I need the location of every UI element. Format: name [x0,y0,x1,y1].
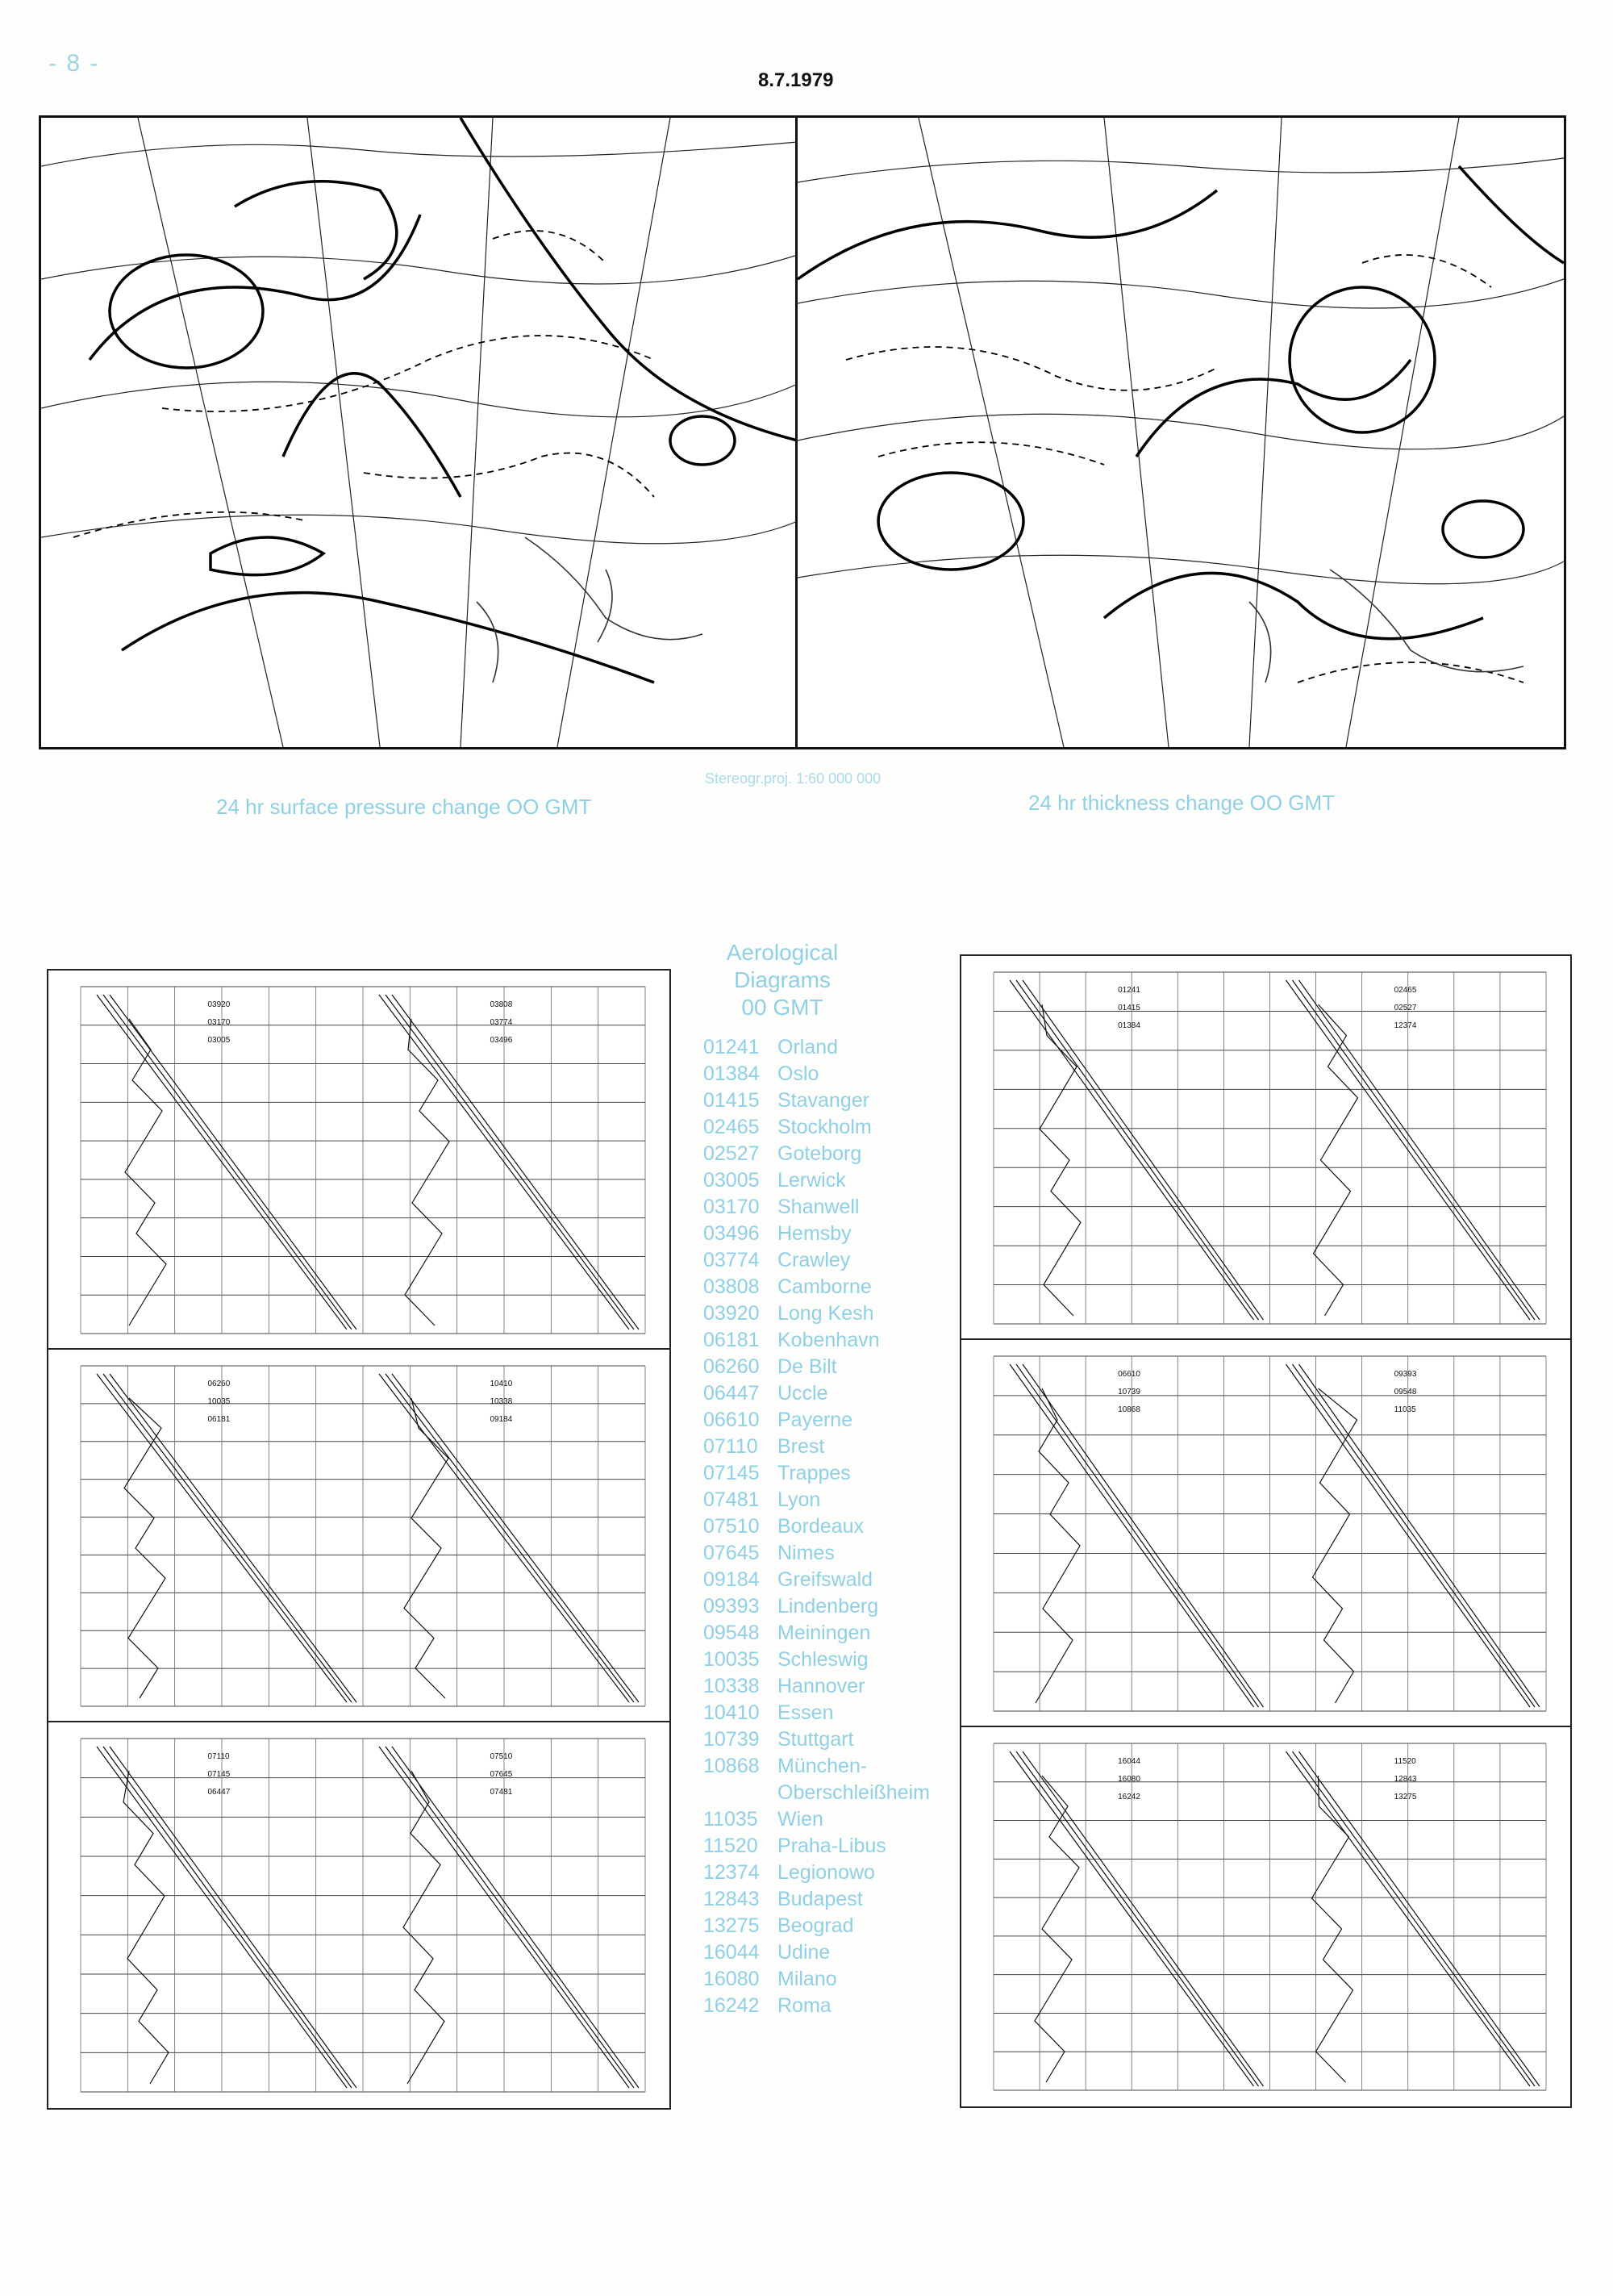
station-row [703,1460,930,1487]
diagram-station-code: 13275 [1394,1793,1417,1801]
station-code: 11035 [703,1808,758,1831]
station-code: 03170 [703,1196,760,1218]
station-name: Stockholm [777,1116,872,1138]
diagram-station-code: 03170 [207,1018,231,1027]
diagram-station-code: 01415 [1118,1004,1140,1012]
station-code: 10410 [703,1701,760,1724]
aerological-title-line2: Diagrams [734,967,831,992]
station-row [703,1407,930,1434]
station-row [703,1194,930,1221]
temperature-profile [110,1747,356,2088]
diagram-station-code: 06181 [207,1415,231,1424]
station-row [703,1567,930,1593]
diagram-station-code: 01384 [1118,1021,1140,1030]
station-row [703,1087,930,1114]
aerological-diagram-5 [960,1338,1572,1729]
diagram-plot-1 [48,971,669,1350]
temperature-profile [386,995,634,1330]
dewpoint-profile [124,1398,165,1698]
diagram-plot-3 [48,1722,669,2108]
diagram-plot-6 [961,1727,1570,2106]
station-name: Oslo [777,1062,819,1085]
diagram-station-code: 11035 [1394,1405,1416,1414]
station-code: 06610 [703,1409,760,1431]
station-name: Budapest [777,1888,863,1910]
dewpoint-profile [1314,1004,1358,1316]
temperature-profile [1023,1364,1264,1707]
station-name: Praha-Libus [777,1835,886,1857]
station-code: 13275 [703,1914,760,1937]
temperature-profile [392,1374,639,1702]
aerological-title [702,939,863,1021]
thickness-map-drawing [798,118,1564,747]
station-row [703,1647,930,1673]
station-name: Trappes [777,1462,851,1484]
station-row [703,1993,930,2019]
station-row [703,1034,930,1061]
temperature-profile [1299,980,1540,1320]
temperature-profile [386,1747,634,2088]
diagram-plot-2 [48,1350,669,1722]
temperature-profile [110,1374,356,1702]
temperature-profile [392,1747,639,2088]
dewpoint-profile [405,1019,449,1325]
station-code: 02465 [703,1116,760,1138]
station-row [703,1540,930,1567]
diagram-station-code: 07510 [490,1752,513,1761]
station-name: Legionowo [777,1861,875,1884]
station-row [703,1726,930,1753]
station-row [703,1327,930,1354]
temperature-profile [1016,1751,1259,2086]
diagram-station-code: 12843 [1394,1775,1417,1784]
station-code: 03496 [703,1222,760,1245]
station-name: Beograd [777,1914,854,1937]
station-row [703,1354,930,1380]
station-code: 16044 [703,1941,760,1964]
station-code: 07110 [703,1435,758,1458]
station-row [703,1434,930,1460]
diagram-station-code: 03496 [490,1036,513,1045]
aerological-diagram-4 [960,954,1572,1342]
station-code: 09393 [703,1595,760,1618]
diagram-station-code: 10035 [207,1397,231,1406]
page-date: 8.7.1979 [758,69,834,91]
diagram-station-code: 10739 [1118,1388,1140,1396]
station-code: 12374 [703,1861,760,1884]
thickness-caption: 24 hr thickness change OO GMT [1028,791,1336,815]
temperature-profile [1293,1364,1536,1707]
station-name: Uccle [777,1382,828,1405]
station-code: 16242 [703,1994,760,2017]
station-code: 03005 [703,1169,760,1192]
station-name: Crawley [777,1249,851,1271]
temperature-profile [392,995,639,1330]
aerological-title-line3: 00 GMT [741,995,823,1020]
station-row [703,1513,930,1540]
station-name: Brest [777,1435,825,1458]
diagram-station-code: 06260 [207,1380,231,1388]
station-code: 01384 [703,1062,760,1085]
station-row [703,1274,930,1300]
temperature-profile [1299,1751,1540,2086]
diagram-station-code: 03005 [207,1036,231,1045]
dewpoint-profile [1035,1776,1079,2082]
station-row [703,1966,930,1993]
diagram-station-code: 10338 [490,1397,513,1406]
station-name: De Bilt [777,1355,837,1378]
station-name: Hemsby [777,1222,852,1245]
station-name: Nimes [777,1542,835,1564]
diagram-station-code: 16044 [1118,1757,1140,1766]
station-code: 01241 [703,1036,760,1058]
station-row [703,1620,930,1647]
aerological-diagram-6 [960,1726,1572,2108]
diagram-station-code: 01241 [1118,986,1140,995]
temperature-profile [103,995,352,1330]
diagram-station-code: 02527 [1394,1004,1417,1012]
station-code: 07510 [703,1515,760,1538]
station-name: Lindenberg [777,1595,879,1618]
surface-pressure-caption: 24 hr surface pressure change OO GMT [216,795,592,819]
aerological-diagram-2 [47,1348,671,1724]
dewpoint-profile [404,1398,448,1698]
station-name: Lerwick [777,1169,846,1192]
aerological-diagram-1 [47,969,671,1351]
station-code: 02527 [703,1142,760,1165]
station-name: Shanwell [777,1196,860,1218]
diagram-station-code: 06447 [207,1788,231,1797]
temperature-profile [1299,1364,1540,1707]
temperature-profile [110,995,356,1330]
station-name: Essen [777,1701,834,1724]
diagram-plot-4 [961,956,1570,1340]
station-row [703,1939,930,1966]
station-row [703,1300,930,1327]
station-row [703,1913,930,1939]
diagram-station-code: 06610 [1118,1370,1140,1379]
station-code: 06447 [703,1382,760,1405]
station-name: Meiningen [777,1622,871,1644]
station-row [703,1833,930,1860]
station-code: 12843 [703,1888,760,1910]
station-name: Wien [777,1808,823,1831]
station-row [703,1487,930,1513]
station-row [703,1700,930,1726]
station-name: Stavanger [777,1089,869,1112]
station-name: Payerne [777,1409,853,1431]
station-row [703,1061,930,1087]
diagram-station-code: 07145 [207,1770,231,1779]
station-name-continued: Oberschleißheim [777,1781,930,1804]
station-row [703,1247,930,1274]
station-code: 09184 [703,1568,760,1591]
station-code: 10739 [703,1728,760,1751]
station-row [703,1221,930,1247]
diagram-station-code: 09548 [1394,1388,1417,1396]
temperature-profile [1023,980,1264,1320]
station-code: 06181 [703,1329,760,1351]
surface-pressure-change-map [39,115,800,749]
temperature-profile [103,1747,352,2088]
station-list [703,1034,930,2019]
diagram-station-code: 07110 [207,1752,230,1761]
station-name: Schleswig [777,1648,869,1671]
station-row [703,1167,930,1194]
diagram-station-code: 09184 [490,1415,513,1424]
diagram-station-code: 09393 [1394,1370,1417,1379]
pressure-map-drawing [41,118,798,747]
station-name: München- [777,1755,868,1777]
diagram-station-code: 07481 [490,1788,513,1797]
station-row [703,1860,930,1886]
station-code: 01415 [703,1089,760,1112]
station-code: 06260 [703,1355,760,1378]
station-name: Roma [777,1994,832,2017]
aerological-diagram-3 [47,1721,671,2110]
station-name: Lyon [777,1488,821,1511]
diagram-station-code: 02465 [1394,986,1417,995]
station-row [703,1141,930,1167]
station-code: 07145 [703,1462,760,1484]
dewpoint-profile [1312,1776,1353,2082]
temperature-profile [1293,1751,1536,2086]
station-name: Bordeaux [777,1515,865,1538]
station-name: Kobenhavn [777,1329,880,1351]
station-row [703,1114,930,1141]
station-name: Stuttgart [777,1728,854,1751]
station-row [703,1886,930,1913]
station-name: Hannover [777,1675,865,1697]
diagram-station-code: 03920 [207,1000,231,1009]
station-name: Greifswald [777,1568,873,1591]
station-name: Orland [777,1036,839,1058]
station-name: Long Kesh [777,1302,874,1325]
dewpoint-profile [403,1771,444,2084]
dewpoint-profile [1313,1388,1357,1703]
station-name: Goteborg [777,1142,862,1165]
station-row [703,1673,930,1700]
station-code: 16080 [703,1968,760,1990]
temperature-profile [1023,1751,1264,2086]
dewpoint-profile [123,1771,169,2084]
diagram-station-code: 03808 [490,1000,513,1009]
station-code: 03774 [703,1249,760,1271]
diagram-station-code: 03774 [490,1018,513,1027]
station-code: 07481 [703,1488,760,1511]
station-row [703,1380,930,1407]
page-number: - 8 - [48,50,100,77]
diagram-station-code: 10868 [1118,1405,1140,1414]
station-code: 10035 [703,1648,760,1671]
thickness-change-map [795,115,1566,749]
station-row [703,1753,930,1780]
diagram-plot-5 [961,1340,1570,1727]
projection-note: Stereogr.proj. 1:60 000 000 [705,770,882,787]
aerological-title-line1: Aerological [726,940,839,965]
diagram-station-code: 16080 [1118,1775,1140,1784]
station-name: Milano [777,1968,837,1990]
diagram-station-code: 12374 [1394,1021,1417,1030]
station-name: Udine [777,1941,831,1964]
station-code: 03808 [703,1275,760,1298]
station-code: 09548 [703,1622,760,1644]
dewpoint-profile [125,1019,166,1325]
temperature-profile [1016,1364,1259,1707]
station-code: 03920 [703,1302,760,1325]
station-code: 11520 [703,1835,758,1857]
diagram-station-code: 10410 [490,1380,513,1388]
diagram-station-code: 16242 [1118,1793,1140,1801]
station-code: 07645 [703,1542,760,1564]
station-row [703,1593,930,1620]
diagram-station-code: 11520 [1394,1757,1416,1766]
station-name: Camborne [777,1275,872,1298]
station-code: 10338 [703,1675,760,1697]
station-code: 10868 [703,1755,760,1777]
diagram-station-code: 07645 [490,1770,513,1779]
station-row [703,1806,930,1833]
